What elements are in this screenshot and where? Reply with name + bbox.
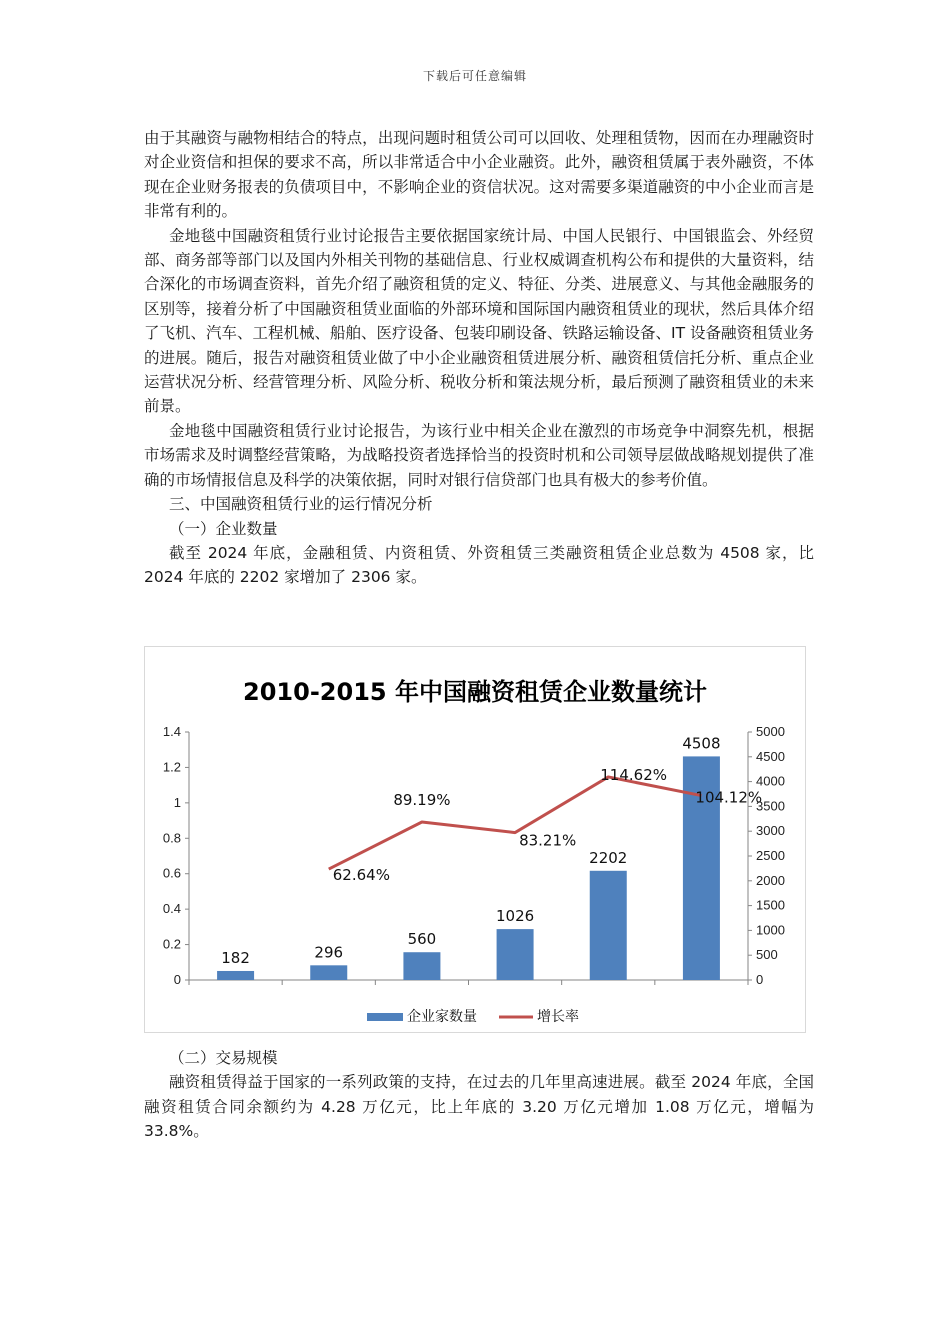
chart-title: 2010-2015 年中国融资租赁企业数量统计 bbox=[243, 678, 707, 706]
y-right-tick-label: 4000 bbox=[756, 773, 785, 789]
line-data-label: 62.64% bbox=[332, 866, 390, 885]
paragraph-4: 截至 2024 年底，金融租赁、内资租赁、外资租赁三类融资租赁企业总数为 4508 家，比 2024 年底的 2202 家增加了 2306 家。 bbox=[144, 543, 814, 587]
line-data-label: 104.12% bbox=[695, 788, 763, 807]
line-data-label: 83.21% bbox=[519, 831, 577, 850]
bar-data-label: 4508 bbox=[682, 734, 721, 753]
section-heading: 三、中国融资租赁行业的运行情况分析 bbox=[169, 495, 433, 514]
y-left-tick-label: 0.2 bbox=[162, 936, 181, 952]
y-right-tick-label: 3000 bbox=[756, 823, 785, 839]
y-right-tick-label: 1500 bbox=[756, 897, 785, 913]
y-left-tick-label: 1.4 bbox=[162, 724, 181, 739]
line-data-label: 89.19% bbox=[393, 791, 451, 810]
y-right-tick-label: 2500 bbox=[756, 848, 785, 863]
y-right-tick-label: 3500 bbox=[756, 798, 785, 814]
chart-container bbox=[144, 646, 806, 1033]
y-left-tick-label: 0 bbox=[173, 972, 181, 987]
legend-label-line: 增长率 bbox=[537, 1009, 579, 1025]
paragraph-3: 金地毯中国融资租赁行业讨论报告，为该行业中相关企业在激烈的市场竞争中洞察先机，根据市场需求及时调整经营策略，为战略投资者选择恰当的投资时机和公司领导层做战略规划提供了准确的市场情报信息及科学的决策依据，同时对银行信贷部门也具有极大的参考价值。 bbox=[144, 421, 814, 489]
subsection-heading-2: （二）交易规模 bbox=[169, 1049, 278, 1067]
bar-data-label: 2202 bbox=[589, 848, 628, 867]
body-text bbox=[144, 126, 814, 590]
y-right-tick-label: 5000 bbox=[756, 724, 785, 739]
bar-data-label: 296 bbox=[314, 943, 344, 962]
bar-data-label: 182 bbox=[221, 948, 250, 967]
page-header: 下载后可任意编辑 bbox=[422, 69, 527, 83]
combo-chart bbox=[145, 647, 805, 1032]
bar-data-label: 1026 bbox=[495, 907, 535, 926]
bar-data-label: 560 bbox=[407, 930, 437, 949]
legend-swatch-bars bbox=[367, 1013, 403, 1021]
y-left-tick-label: 0.8 bbox=[162, 830, 181, 846]
bar bbox=[590, 871, 627, 980]
paragraph-2: 金地毯中国融资租赁行业讨论报告主要依据国家统计局、中国人民银行、中国银监会、外经贸部、商务部等部门以及国内外相关刊物的基础信息、行业权威调查机构公布和提供的大量资料，结合深化的市场调查资料，首先介绍了融资租赁的定义、特征、分类、进展意义、与其他金融服务的区别等，接着分析了中国融资租赁业面临的外部环境和国际国内融资租赁业的现状，然后具体介绍了飞机、汽车、工程机械、船舶、医疗设备、包装印刷设备、铁路运输设备、IT 设备融资租赁业务的进展。随后，报告对融资租赁业做了中小企业融资租赁进展分析、融资租赁信托分析、重点企业运营状况分析、经营管理分析、风险分析、税收分析和策法规分析，最后预测了融资租赁业的未来前景。 bbox=[144, 226, 814, 416]
bar bbox=[403, 952, 440, 980]
subsection-heading-1: （一）企业数量 bbox=[169, 519, 278, 538]
paragraph-1: 由于其融资与融物相结合的特点，出现问题时租赁公司可以回收、处理租赁物，因而在办理融资时对企业资信和担保的要求不高，所以非常适合中小企业融资。此外，融资租赁属于表外融资，不体现在企业财务报表的负债项目中，不影响企业的资信状况。这对需要多渠道融资的中小企业而言是非常有利的。 bbox=[144, 129, 814, 221]
bar bbox=[217, 971, 254, 980]
y-left-tick-label: 1.2 bbox=[162, 759, 181, 775]
legend-label-bars: 企业家数量 bbox=[407, 1009, 477, 1025]
y-right-tick-label: 0 bbox=[756, 972, 764, 987]
y-left-tick-label: 0.6 bbox=[162, 865, 181, 881]
paragraph-5: 融资租赁得益于国家的一系列政策的支持，在过去的几年里高速进展。截至 2024 年底，全国融资租赁合同余额约为 4.28 万亿元，比上年底的 3.20 万亿元增加 1.08 万亿元，增幅为 33.8%。 bbox=[144, 1073, 814, 1141]
line-data-label: 114.62% bbox=[600, 765, 667, 784]
y-right-tick-label: 500 bbox=[756, 947, 778, 963]
y-left-tick-label: 1 bbox=[173, 794, 181, 810]
y-right-tick-label: 4500 bbox=[756, 748, 785, 764]
bar bbox=[497, 929, 534, 980]
bottom-text bbox=[144, 1046, 814, 1144]
bar bbox=[310, 965, 347, 980]
growth-rate-line bbox=[329, 777, 702, 869]
y-right-tick-label: 1000 bbox=[756, 922, 785, 938]
y-right-tick-label: 2000 bbox=[756, 872, 785, 888]
y-left-tick-label: 0.4 bbox=[162, 901, 181, 917]
